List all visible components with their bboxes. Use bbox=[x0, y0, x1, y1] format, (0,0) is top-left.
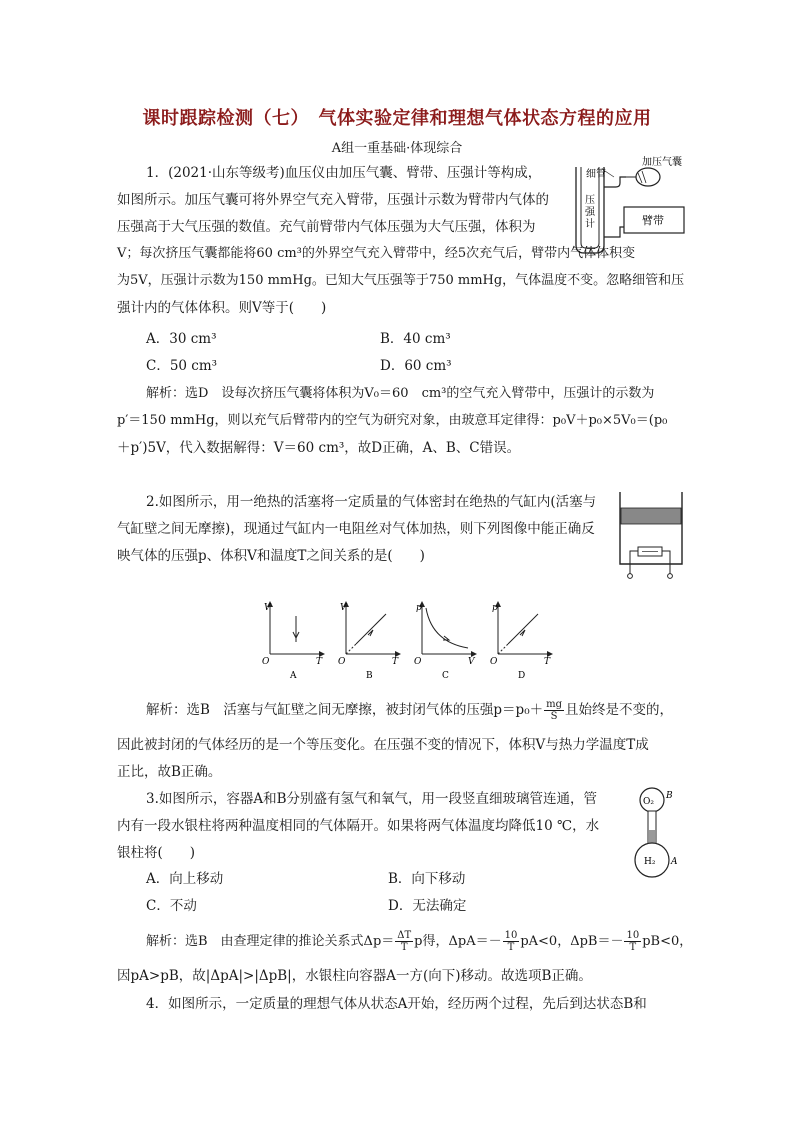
frac2-num: 10 bbox=[504, 930, 518, 941]
label-ya: 压 bbox=[585, 195, 595, 206]
q1-option-d: D．60 cm³ bbox=[380, 358, 452, 374]
frac3-den: T bbox=[629, 942, 637, 953]
graph-a-origin: O bbox=[262, 657, 270, 667]
graph-c-ylabel: p bbox=[416, 603, 422, 613]
q2-graphs bbox=[256, 598, 551, 686]
graph-d-origin: O bbox=[490, 657, 498, 667]
q2-analysis-2: 因此被封闭的气体经历的是一个等压变化。在压强不变的情况下，体积V与热力学温度T成 bbox=[117, 737, 649, 753]
q3-line-1: 3.如图所示，容器A和B分别盛有氢气和氧气，用一段竖直细玻璃管连通，管 bbox=[146, 791, 598, 807]
page-title: 课时跟踪检测（七） 气体实验定律和理想气体状态方程的应用 bbox=[142, 108, 652, 129]
q1-analysis-2: p′＝150 mmHg，则以充气后臂带内的空气为研究对象，由玻意耳定律得：p₀V＋p₀×5V₀＝(p₀ bbox=[117, 413, 668, 428]
graph-b-origin: O bbox=[338, 657, 346, 667]
fig-h2-label: H₂ bbox=[644, 857, 656, 867]
q3-analysis-mid2: pA<0，ΔpB＝－ bbox=[520, 934, 624, 949]
q1-option-b: B．40 cm³ bbox=[380, 331, 451, 347]
q4-line-1: 4．如图所示，一定质量的理想气体从状态A开始，经历两个过程，先后到达状态B和 bbox=[146, 996, 647, 1012]
graph-d-xlabel: T bbox=[544, 657, 551, 667]
q2-line-2: 气缸壁之间无摩擦)，现通过气缸内一电阻丝对气体加热，则下列图像中能正确反 bbox=[117, 521, 595, 537]
section-heading: A组一重基础·体现综合 bbox=[331, 141, 463, 156]
q2-analysis-1-pre: 解析：选B 活塞与气缸壁之间无摩擦，被封闭气体的压强p＝p₀＋ bbox=[146, 702, 544, 718]
q2-line-1: 2.如图所示，用一绝热的活塞将一定质量的气体密封在绝热的气缸内(活塞与 bbox=[146, 494, 597, 510]
graph-b-xlabel: T bbox=[392, 657, 399, 667]
q1-line-5: 为5V，压强计示数为150 mmHg。已知大气压强等于750 mmHg，气体温度不变。忽略细管和压 bbox=[117, 273, 685, 288]
graph-c-xlabel: V bbox=[468, 657, 475, 667]
cylinder-figure bbox=[616, 490, 686, 585]
label-ji: 计 bbox=[585, 219, 595, 230]
fraction-mg-s bbox=[544, 699, 564, 722]
q3-line-3: 银柱将( ) bbox=[117, 845, 196, 861]
q3-line-2: 内有一段水银柱将两种温度相同的气体隔开。如果将两气体温度均降低10 ℃，水 bbox=[117, 818, 600, 834]
container-figure bbox=[626, 786, 696, 882]
graph-d-ylabel: p bbox=[492, 603, 498, 613]
graph-b-letter: B bbox=[366, 671, 373, 681]
graph-a-letter: A bbox=[290, 671, 297, 681]
q1-line-1: 1．(2021·山东等级考)血压仪由加压气囊、臂带、压强计等构成， bbox=[146, 165, 542, 181]
graph-c-letter: C bbox=[442, 671, 449, 681]
fig-b-label: B bbox=[666, 791, 673, 801]
label-jiaqi: 加压气囊 bbox=[642, 157, 682, 168]
q1-option-a: A．30 cm³ bbox=[146, 331, 217, 347]
q3-analysis-end: pB<0， bbox=[642, 934, 693, 949]
frac1-num: ΔT bbox=[397, 930, 412, 941]
graph-c-origin: O bbox=[414, 657, 422, 667]
graph-d-letter: D bbox=[518, 671, 526, 681]
q3-option-a: A．向上移动 bbox=[146, 871, 224, 887]
q3-analysis-2: 因pA>pB，故|ΔpA|>|ΔpB|，水银柱向容器A一方(向下)移动。故选项B正确。 bbox=[117, 968, 592, 984]
q3-option-c: C．不动 bbox=[146, 898, 197, 914]
frac3-num: 10 bbox=[626, 930, 640, 941]
fraction-dt-t bbox=[395, 930, 413, 953]
q1-option-c: C．50 cm³ bbox=[146, 358, 218, 374]
q1-line-4: V；每次挤压气囊都能将60 cm³的外界空气充入臂带中，经5次充气后，臂带内气体体积变 bbox=[117, 246, 636, 261]
q1-line-2: 如图所示。加压气囊可将外界空气充入臂带，压强计示数为臂带内气体的 bbox=[117, 192, 549, 208]
label-xiguan: 细管 bbox=[586, 169, 606, 180]
label-qiang: 强 bbox=[585, 207, 595, 218]
graph-b bbox=[338, 603, 399, 681]
fraction-10-t-b bbox=[624, 930, 641, 953]
fig-a-label: A bbox=[671, 857, 678, 867]
fraction-10-t-a bbox=[503, 930, 520, 953]
frac-num: mg bbox=[546, 699, 563, 710]
frac1-den: T bbox=[400, 942, 408, 953]
q3-option-b: B．向下移动 bbox=[388, 871, 466, 887]
graph-c bbox=[414, 603, 476, 681]
graph-d bbox=[490, 603, 551, 681]
label-bidai: 臂带 bbox=[642, 214, 664, 227]
q3-option-d: D．无法确定 bbox=[388, 898, 467, 914]
graph-a-ylabel: V bbox=[264, 603, 271, 613]
q1-line-6: 强计内的气体体积。则V等于( ) bbox=[117, 300, 327, 316]
q1-analysis-3: ＋p′)5V，代入数据解得：V＝60 cm³，故D正确，A、B、C错误。 bbox=[117, 440, 521, 456]
graph-b-ylabel: V bbox=[340, 603, 347, 613]
q2-analysis-1 bbox=[146, 698, 673, 722]
blood-pressure-figure bbox=[568, 155, 688, 255]
q3-analysis-pre: 解析：选B 由查理定律的推论关系式Δp＝ bbox=[146, 934, 395, 949]
frac2-den: T bbox=[507, 942, 515, 953]
q2-analysis-3: 正比，故B正确。 bbox=[117, 764, 222, 780]
q1-line-3: 压强高于大气压强的数值。充气前臂带内气体压强为大气压强，体积为 bbox=[117, 219, 536, 235]
q3-analysis-mid1: p得，ΔpA＝－ bbox=[414, 934, 502, 949]
graph-a-xlabel: T bbox=[316, 657, 323, 667]
frac-den: S bbox=[550, 711, 558, 722]
fig-o2-label: O₂ bbox=[643, 797, 654, 807]
q2-analysis-1-post: 且始终是不变的， bbox=[565, 702, 674, 718]
q3-analysis-1 bbox=[146, 930, 692, 954]
graph-a bbox=[262, 603, 323, 681]
q2-line-3: 映气体的压强p、体积V和温度T之间关系的是( ) bbox=[117, 548, 425, 564]
q1-analysis-1: 解析：选D 设每次挤压气囊将体积为V₀＝60 cm³的空气充入臂带中，压强计的示数为 bbox=[146, 386, 655, 401]
